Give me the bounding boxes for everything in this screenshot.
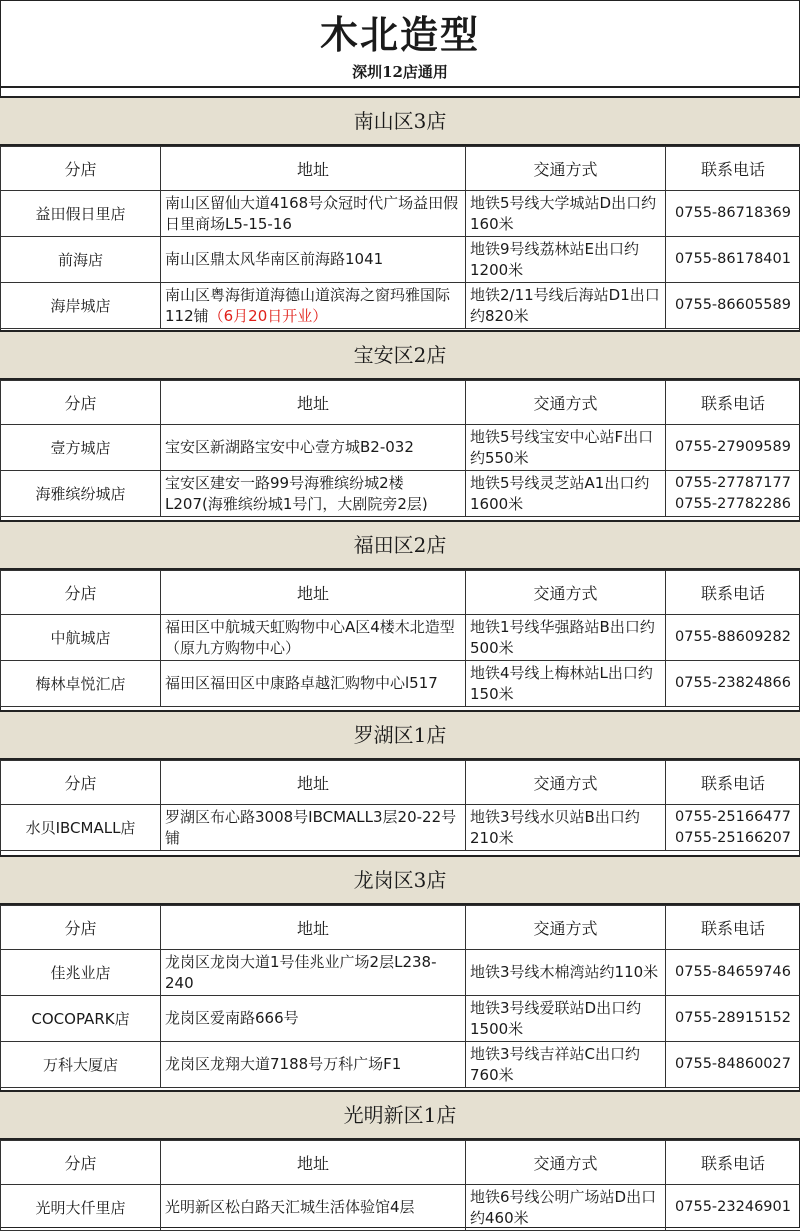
store-transit: 地铁1号线华强路站B出口约500米	[466, 615, 666, 661]
store-phone: 0755-84659746	[670, 962, 796, 983]
table-row	[1, 471, 800, 517]
store-address: 福田区中航城天虹购物中心A区4楼木北造型（原九方购物中心）	[165, 618, 455, 657]
store-phone: 0755-25166477	[670, 807, 796, 828]
store-address-cell	[161, 661, 466, 707]
column-header-transit: 交通方式	[466, 147, 666, 191]
column-header-address: 地址	[161, 906, 466, 950]
store-name: 梅林卓悦汇店	[1, 661, 161, 707]
store-phone-cell	[666, 996, 800, 1042]
column-header-store: 分店	[1, 147, 161, 191]
store-address: 龙岗区龙岗大道1号佳兆业广场2层L238-240	[165, 953, 437, 992]
column-header-phone: 联系电话	[666, 761, 800, 805]
store-phone: 0755-84860027	[670, 1054, 796, 1075]
store-transit: 地铁2/11号线后海站D1出口约820米	[466, 283, 666, 329]
store-name: 水贝IBCMALL店	[1, 805, 161, 851]
store-transit: 地铁6号线公明广场站D出口约460米	[466, 1185, 666, 1231]
store-phone: 0755-23824866	[670, 673, 796, 694]
table-header-row	[1, 1141, 800, 1185]
store-name: 佳兆业店	[1, 950, 161, 996]
column-header-store: 分店	[1, 906, 161, 950]
page-title: 木北造型	[0, 12, 800, 58]
store-table	[0, 760, 800, 851]
store-name: 前海店	[1, 237, 161, 283]
table-row	[1, 661, 800, 707]
column-header-store: 分店	[1, 571, 161, 615]
column-header-transit: 交通方式	[466, 381, 666, 425]
column-header-phone: 联系电话	[666, 381, 800, 425]
column-header-phone: 联系电话	[666, 571, 800, 615]
table-row	[1, 191, 800, 237]
store-transit: 地铁3号线吉祥站C出口约760米	[466, 1042, 666, 1088]
table-row	[1, 237, 800, 283]
store-address: 宝安区建安一路99号海雅缤纷城2楼L207(海雅缤纷城1号门，大剧院旁2层)	[165, 474, 428, 513]
store-address: 福田区福田区中康路卓越汇购物中心l517	[165, 674, 438, 692]
table-row	[1, 996, 800, 1042]
store-phone-cell	[666, 471, 800, 517]
store-phone: 0755-88609282	[670, 627, 796, 648]
store-address-cell	[161, 237, 466, 283]
column-header-phone: 联系电话	[666, 147, 800, 191]
store-phone: 0755-25166207	[670, 828, 796, 849]
store-address: 罗湖区布心路3008号IBCMALL3层20-22号铺	[165, 808, 456, 847]
store-address-cell	[161, 996, 466, 1042]
store-address-cell	[161, 283, 466, 329]
store-table	[0, 570, 800, 707]
district-heading: 罗湖区1店	[0, 710, 800, 760]
store-transit: 地铁3号线爱联站D出口约1500米	[466, 996, 666, 1042]
page-header	[0, 0, 800, 88]
store-table	[0, 146, 800, 329]
column-header-transit: 交通方式	[466, 761, 666, 805]
store-phone: 0755-23246901	[670, 1197, 796, 1218]
page-subtitle: 深圳12店通用	[0, 62, 800, 82]
table-row	[1, 950, 800, 996]
column-header-phone: 联系电话	[666, 906, 800, 950]
table-header-row	[1, 147, 800, 191]
store-name: 海岸城店	[1, 283, 161, 329]
store-phone-cell	[666, 425, 800, 471]
store-address-cell	[161, 805, 466, 851]
store-address-cell	[161, 1042, 466, 1088]
store-transit: 地铁3号线水贝站B出口约210米	[466, 805, 666, 851]
store-transit: 地铁5号线灵芝站A1出口约1600米	[466, 471, 666, 517]
column-header-store: 分店	[1, 381, 161, 425]
store-phone: 0755-86605589	[670, 295, 796, 316]
store-phone-cell	[666, 661, 800, 707]
store-name: 光明大仟里店	[1, 1185, 161, 1231]
column-header-transit: 交通方式	[466, 571, 666, 615]
store-phone-cell	[666, 805, 800, 851]
store-name: 中航城店	[1, 615, 161, 661]
store-phone-cell	[666, 1042, 800, 1088]
store-table	[0, 905, 800, 1088]
table-row	[1, 615, 800, 661]
store-phone-cell	[666, 950, 800, 996]
store-address-cell	[161, 1185, 466, 1231]
store-address-cell	[161, 191, 466, 237]
store-phone-cell	[666, 615, 800, 661]
district-heading: 光明新区1店	[0, 1090, 800, 1140]
column-header-address: 地址	[161, 381, 466, 425]
store-phone: 0755-28915152	[670, 1008, 796, 1029]
store-address: 龙岗区爱南路666号	[165, 1009, 299, 1027]
column-header-store: 分店	[1, 761, 161, 805]
store-phone-cell	[666, 237, 800, 283]
store-address: 南山区粤海街道海德山道滨海之窗玛雅国际112铺	[165, 286, 450, 325]
column-header-transit: 交通方式	[466, 1141, 666, 1185]
store-transit: 地铁4号线上梅林站L出口约150米	[466, 661, 666, 707]
table-header-row	[1, 906, 800, 950]
district-heading: 福田区2店	[0, 520, 800, 570]
store-phone: 0755-86718369	[670, 203, 796, 224]
store-phone-cell	[666, 283, 800, 329]
table-header-row	[1, 761, 800, 805]
table-header-row	[1, 571, 800, 615]
district-heading: 龙岗区3店	[0, 855, 800, 905]
table-row	[1, 1042, 800, 1088]
store-phone-cell	[666, 1185, 800, 1231]
opening-note: （6月20日开业）	[209, 307, 328, 325]
store-phone: 0755-27909589	[670, 437, 796, 458]
store-phone: 0755-27782286	[670, 494, 796, 515]
store-name: COCOPARK店	[1, 996, 161, 1042]
column-header-address: 地址	[161, 1141, 466, 1185]
table-row	[1, 805, 800, 851]
column-header-phone: 联系电话	[666, 1141, 800, 1185]
column-header-address: 地址	[161, 147, 466, 191]
table-row	[1, 283, 800, 329]
store-address-cell	[161, 471, 466, 517]
column-header-transit: 交通方式	[466, 906, 666, 950]
store-name: 海雅缤纷城店	[1, 471, 161, 517]
store-transit: 地铁5号线宝安中心站F出口约550米	[466, 425, 666, 471]
store-name: 万科大厦店	[1, 1042, 161, 1088]
table-row	[1, 425, 800, 471]
store-address: 宝安区新湖路宝安中心壹方城B2-032	[165, 438, 414, 456]
district-heading: 南山区3店	[0, 96, 800, 146]
table-header-row	[1, 381, 800, 425]
store-name: 壹方城店	[1, 425, 161, 471]
table-row	[1, 1185, 800, 1231]
store-address: 南山区鼎太风华南区前海路1041	[165, 250, 383, 268]
store-address-cell	[161, 425, 466, 471]
store-transit: 地铁9号线荔林站E出口约1200米	[466, 237, 666, 283]
store-table	[0, 1140, 800, 1231]
district-heading: 宝安区2店	[0, 330, 800, 380]
store-transit: 地铁3号线木棉湾站约110米	[466, 950, 666, 996]
column-header-store: 分店	[1, 1141, 161, 1185]
store-name: 益田假日里店	[1, 191, 161, 237]
column-header-address: 地址	[161, 571, 466, 615]
store-phone: 0755-86178401	[670, 249, 796, 270]
column-header-address: 地址	[161, 761, 466, 805]
store-address-cell	[161, 950, 466, 996]
store-phone-cell	[666, 191, 800, 237]
store-table	[0, 380, 800, 517]
store-address: 南山区留仙大道4168号众冠时代广场益田假日里商场L5-15-16	[165, 194, 458, 233]
store-phone: 0755-27787177	[670, 473, 796, 494]
store-transit: 地铁5号线大学城站D出口约160米	[466, 191, 666, 237]
store-address: 光明新区松白路天汇城生活体验馆4层	[165, 1198, 415, 1216]
store-address-cell	[161, 615, 466, 661]
store-address: 龙岗区龙翔大道7188号万科广场F1	[165, 1055, 401, 1073]
